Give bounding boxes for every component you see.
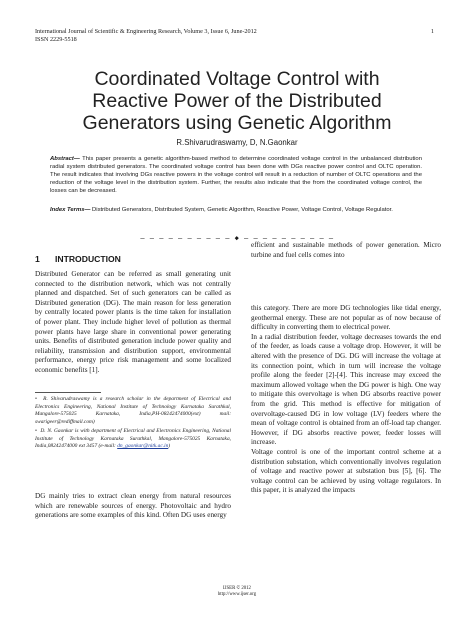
copyright: IJSER © 2012	[223, 586, 251, 591]
right-column-body	[251, 304, 441, 496]
footnote: • R. Shivarudraswamy is a research scholar in the department of Electrical and Electronics Engineering, National Institute of Technology Karnataka Surathkal, Mangalore-575025 Karnataka, India,PH-08242474000(ext) mail: swarigeer@rediffmail.com)	[35, 396, 231, 425]
abstract-label: Abstract—	[50, 156, 80, 162]
paragraph: Voltage control is one of the important control scheme at a distribution substation, which conventionally involves regulation of voltage and reactive power at substation bus [5], [6]. The voltage control can be achieved by using voltage regulators. In this paper, it is analyzed the impacts	[251, 447, 441, 495]
running-header	[35, 28, 257, 43]
title-line: Coordinated Voltage Control with	[94, 68, 380, 90]
title-line: Generators using Genetic Algorithm	[82, 112, 392, 134]
abstract-text: This paper presents a genetic algorithm-based method to determine coordinated voltage control in the unbalanced distribution radial system distributed generators. The coordinated voltage control has been done with DGs reactive power control and OLTC operation. The result indicates that involving DGs reactive powers in the voltage control will result in a reduction of number of OLTC operations and the reduction of the voltage level in the distribution system. Further, the results also indicate that the from the coordinated voltage control, the losses can be decreased.	[50, 156, 422, 195]
section-title: INTRODUCTION	[55, 254, 121, 264]
left-column-bottom	[35, 492, 231, 521]
footnote-text: D. N. Gaonkar is with department of Electrical and Electronics Engineering, National Institute of Technology Karnataka Surathkal, Mangalore-575025 Karnataka, India,08242474000 ext 3457 (e-mail:	[35, 428, 231, 450]
section-divider: – – – – – – – – – – ◆ – – – – – – – – – –	[140, 234, 334, 242]
section-number: 1	[35, 254, 40, 264]
index-terms-label: Index Terms—	[50, 207, 91, 213]
page-number: 1	[430, 28, 434, 35]
right-column-top	[251, 241, 441, 260]
site-url: http://www.ijser.org	[217, 592, 257, 597]
authors: R.Shivarudraswamy, D, N.Gaonkar	[176, 138, 298, 147]
paragraph: DG mainly tries to extract clean energy from natural resources which are renewable sources of energy. Photovoltaic and hydro generations are some examples of this kind. Often DG uses energy	[35, 492, 231, 520]
footnote-text: R. Shivarudraswamy is a research scholar in the department of Electrical and Electronics Engineering, National Institute of Technology Karnataka Surathkal, Mangalore-575025 Karnataka, India,PH-08242474000(ext) mail: swarigeer@rediffmail.com)	[35, 396, 231, 425]
paper-title	[40, 68, 434, 134]
index-terms-text: Distributed Generators, Distributed System, Genetic Algorithm, Reactive Power, Voltage Control, Voltage Regulator.	[90, 207, 393, 213]
paragraph: efficient and sustainable methods of power generation. Micro turbine and fuel cells comes into	[251, 241, 441, 259]
title-line: Reactive Power of the Distributed	[92, 90, 382, 112]
paragraph: this category. There are more DG technologies like tidal energy, geothermal energy. These are not popular as of now because of difficulty in converting them to electrical power.	[251, 304, 441, 332]
footnote: • D. N. Gaonkar is with department of Electrical and Electronics Engineering, National Institute of Technology Karnataka Surathkal, Mangalore-575025 Karnataka, India,08242474000 ext 3457 (e-mail: dn_gaonkar@nitk.ac.in)	[35, 428, 231, 450]
journal-line: International Journal of Scientific & Engineering Research, Volume 3, Issue 6, June-2012	[35, 28, 257, 35]
email-link[interactable]: dn_gaonkar@nitk.ac.in	[117, 443, 169, 450]
paragraph: Distributed Generator can be referred as small generating unit connected to the distribution network, which was not centrally planned and dispatched. Set of such generators can be called as Distributed generation (DG). The main reason for less generation by centrally located power plants is the time taken for installation of power plant. They include higher level of pollution as thermal power plants have large share in conventional power generating units. Benefits of distributed generation include power quality and reliability, transmission and distribution support, environmental performance, energy price risk management and some localized economic benefits [1].	[35, 270, 231, 374]
abstract	[50, 155, 422, 195]
footnote-rule	[35, 392, 101, 393]
footer	[0, 586, 474, 598]
section-heading	[35, 254, 121, 264]
issn: ISSN 2229-5518	[35, 35, 77, 43]
left-column-body	[35, 270, 231, 376]
paragraph: In a radial distribution feeder, voltage decreases towards the end of the feeder, as loads cause a voltage drop. However, it will be altered with the presence of DG. DG will increase the voltage at its connection point, which in turn will increase the voltage profile along the feeder [2]-[4]. This increase may exceed the maximum allowed voltage when the DG power is high. One way to mitigate this overvoltage is when DG absorbs reactive power from the grid. This method is effective for mitigation of overvoltage-caused DG in low voltage (LV) feeders where the mean of voltage control is obtained from an off-load tap changer. However, if DG absorbs reactive power, feeder losses will increase.	[251, 332, 441, 447]
index-terms	[50, 206, 422, 214]
